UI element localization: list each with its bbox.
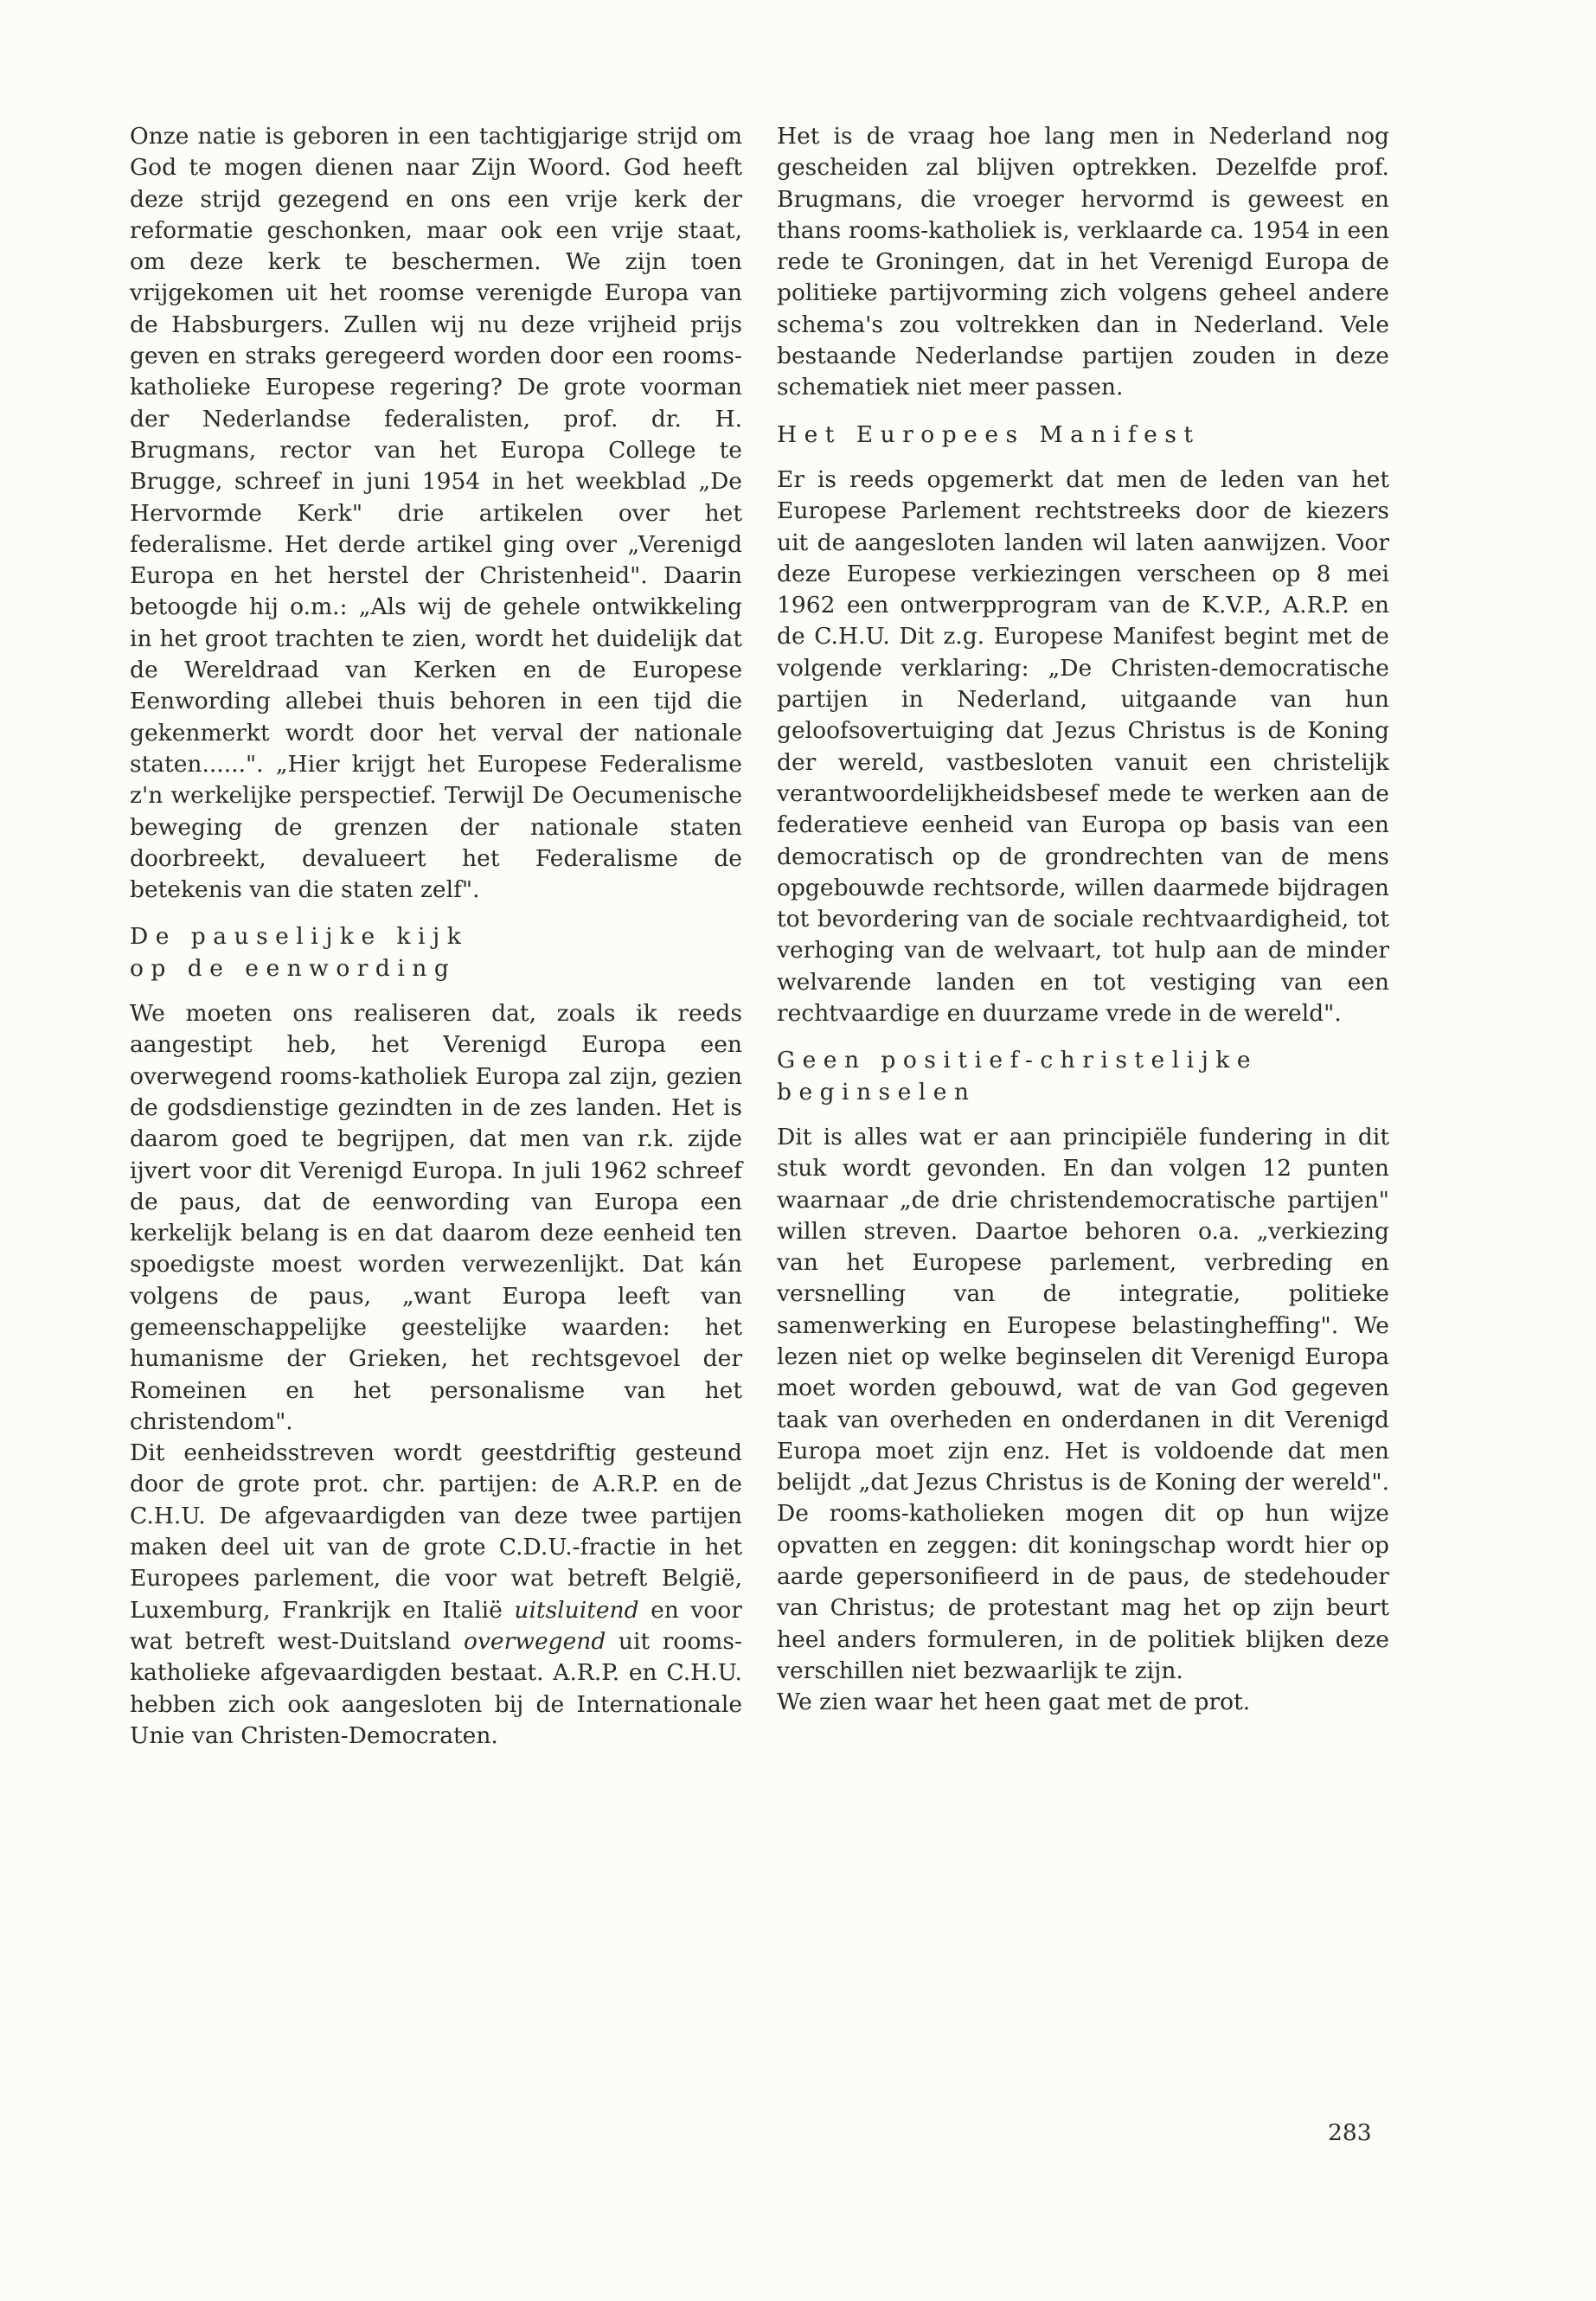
section-heading-line: De pauselijke kijk (130, 923, 469, 951)
text-run: uit rooms-katholieke afgevaardigden bestaat. A.R.P. en C.H.U. hebben zich ook aangesloten bij de Internationale Unie van Christen-Democraten. (130, 1627, 742, 1749)
emphasis-exclusively: uitsluitend (514, 1596, 639, 1624)
paragraph-brugmans-speech: Het is de vraag hoe lang men in Nederland nog gescheiden zal blijven optrekken. Dezelfde prof. Brugmans, die vroeger hervormd is geweest en thans rooms-katholiek is, verklaarde ca. 1954 in een rede te Groningen, dat in het Verenigd Europa de politieke partijvorming zich volgens geheel andere schema's zou voltrekken dan in Nederland. Vele bestaande Nederlandse partijen zouden in deze schematiek niet meer passen. (777, 123, 1389, 401)
section-heading-papal-view (130, 921, 742, 984)
section-heading-line: Het Europees Manifest (777, 420, 1201, 448)
left-column (130, 121, 742, 1752)
section-heading-european-manifest (777, 420, 1389, 451)
text-run: Dit eenheidsstreven wordt geestdriftig gesteund door de grote prot. chr. partijen: de A.R.P. en de C.H.U. De afgevaardigden van deze twee partijen maken deel uit van de grote C.D.U.-fractie in het Europees parlement, die voor wat betreft België, Luxemburg, Frankrijk en Italië (130, 1439, 742, 1624)
section-heading-line: Geen positief-christelijke (777, 1047, 1259, 1074)
right-column (777, 121, 1389, 1719)
section-heading-line: op de eenwording (130, 954, 457, 982)
emphasis-predominantly: overwegend (463, 1627, 606, 1655)
section-heading-no-principles (777, 1045, 1389, 1108)
paragraph-parties-support (130, 1438, 742, 1752)
paragraph-pope-unification: We moeten ons realiseren dat, zoals ik reeds aangestipt heb, het Verenigd Europa een overwegend rooms-katholiek Europa zal zijn, gezien de godsdienstige gezindten in de zes landen. Het is daarom goed te begrijpen, dat men van r.k. zijde ijvert voor dit Verenigd Europa. In juli 1962 schreef de paus, dat de eenwording van Europa een kerkelijk belang is en dat daarom deze eenheid ten spoedigste moest worden verwezenlijkt. Dat kán volgens de paus, „want Europa leeft van gemeenschappelijke geestelijke waarden: het humanisme der Grieken, het rechtsgevoel der Romeinen en het personalisme van het christendom". (130, 1000, 742, 1435)
paragraph-closing-line: We zien waar het heen gaat met de prot. (777, 1689, 1251, 1716)
text-run: en voor wat betreft west-Duitsland (130, 1596, 742, 1655)
page-number: 283 (1328, 2119, 1372, 2146)
section-heading-line: beginselen (777, 1078, 977, 1106)
paragraph-national-history: Onze natie is geboren in een tachtigjarige strijd om God te mogen dienen naar Zijn Woord. God heeft deze strijd gezegend en ons een vrije kerk der reformatie geschonken, maar ook een vrije staat, om deze kerk te beschermen. We zijn toen vrijgekomen uit het roomse verenigde Europa van de Habsburgers. Zullen wij nu deze vrijheid prijs geven en straks geregeerd worden door een rooms-katholieke Europese regering? De grote voorman der Nederlandse federalisten, prof. dr. H. Brugmans, rector van het Europa College te Brugge, schreef in juni 1954 in het weekblad „De Hervormde Kerk" drie artikelen over het federalisme. Het derde artikel ging over „Verenigd Europa en het herstel der Christenheid". Daarin betoogde hij o.m.: „Als wij de gehele ontwikkeling in het groot trachten te zien, wordt het duidelijk dat de Wereldraad van Kerken en de Europese Eenwording allebei thuis behoren in een tijd die gekenmerkt wordt door het verval der nationale staten......". „Hier krijgt het Europese Federalisme z'n werkelijke perspectief. Terwijl De Oecumenische beweging de grenzen der nationale staten doorbreekt, devalueert het Federalisme de betekenis van die staten zelf". (130, 123, 742, 904)
paragraph-twelve-points: Dit is alles wat er aan principiële fundering in dit stuk wordt gevonden. En dan volgen 12 punten waarnaar „de drie christendemocratische partijen" willen streven. Daartoe behoren o.a. „verkiezing van het Europese parlement, verbreding en versnelling van de integratie, politieke samenwerking en Europese belastingheffing". We lezen niet op welke beginselen dit Verenigd Europa moet worden gebouwd, wat de van God gegeven taak van overheden en onderdanen in dit Verenigd Europa moet zijn enz. Het is voldoende dat men belijdt „dat Jezus Christus is de Koning der wereld". De rooms-katholieken mogen dit op hun wijze opvatten en zeggen: dit koningschap wordt hier op aarde gepersonifieerd in de paus, de stedehouder van Christus; de protestant mag het op zijn beurt heel anders formuleren, in de politiek blijken deze verschillen niet bezwaarlijk te zijn. (777, 1123, 1389, 1684)
paragraph-manifest: Er is reeds opgemerkt dat men de leden van het Europese Parlement rechtstreeks door de kiezers uit de aangesloten landen wil laten aanwijzen. Voor deze Europese verkiezingen verscheen op 8 mei 1962 een ontwerpprogram van de K.V.P., A.R.P. en de C.H.U. Dit z.g. Europese Manifest begint met de volgende verklaring: „De Christen-democratische partijen in Nederland, uitgaande van hun geloofsovertuiging dat Jezus Christus is de Koning der wereld, vastbesloten vanuit een christelijk verantwoordelijkheidsbesef mede te werken aan de federatieve eenheid van Europa op basis van een democratisch op de grondrechten van de mens opgebouwde rechtsorde, willen daarmede bijdragen tot bevordering van de sociale rechtvaardigheid, tot verhoging van de welvaart, tot hulp aan de minder welvarende landen en tot vestiging van een rechtvaardige en duurzame vrede in de wereld". (777, 465, 1389, 1028)
